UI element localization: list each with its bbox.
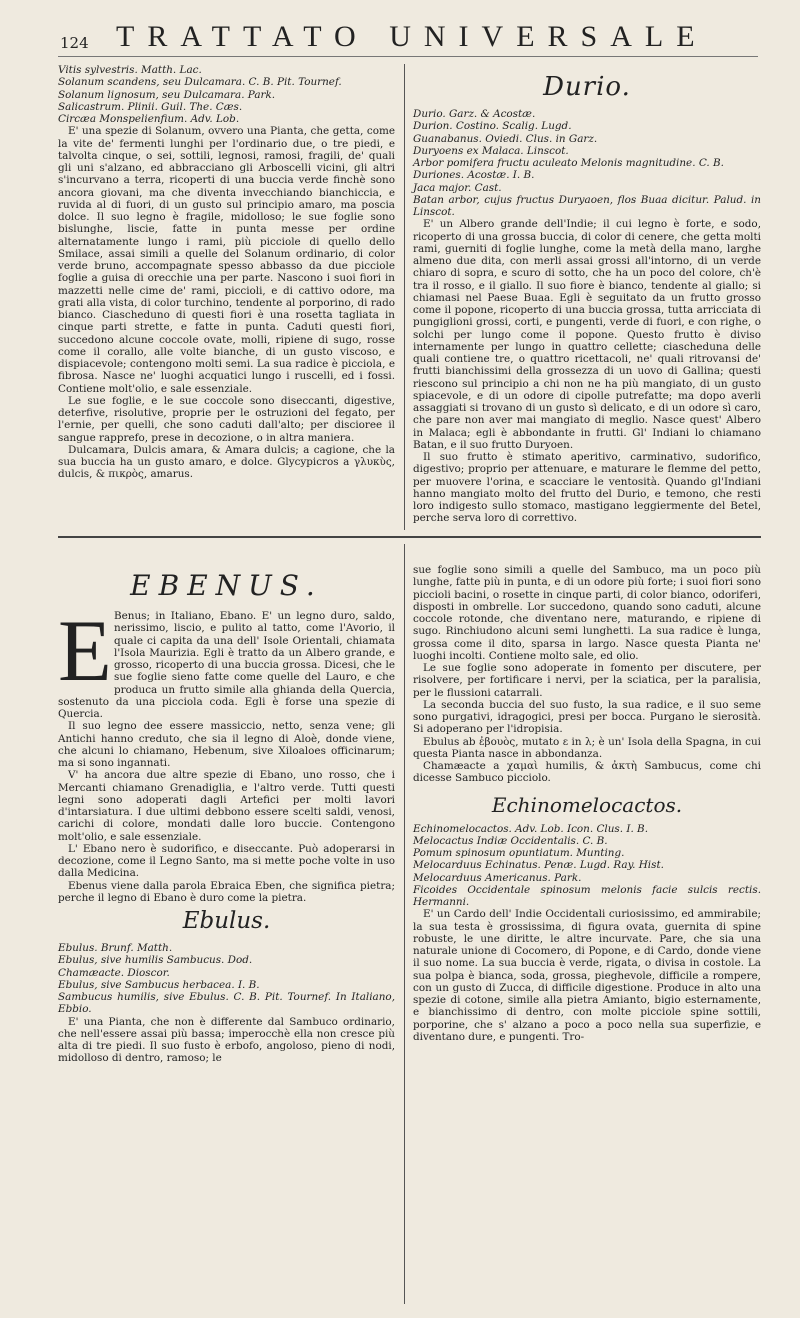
etymology-paragraph: Dulcamara, Dulcis amara, & Amara dulcis; a cagione, che la sua buccia ha un gusto amaro, e dolce. Glycypicros a γλυκὺς, dulcis, & πικρὸς, amarus. — [58, 443, 395, 481]
description-paragraph: sue foglie sono simili a quelle del Sambuco, ma un poco più lunghe, fatte più in punta, e di un odore più forte; i suoi fiori sono piccioli bacini, o rosette in cinque parti, di color bianco, odoriferi, disposti in ombrelle. Lor succedono, quando sono caduti, alcune coccole rotonde, che diventano nere, maturando, e ripiene di sugo. Rinchiudono alcuni semi lunghetti. La sua radice è lunga, grossa come il dito, sparsa in largo. Nasce questa Pianta ne' luoghi incolti. Contiene molto sale, ed olio. — [413, 564, 761, 662]
entry-title-echinomelocactos: Echinomelocactos. — [491, 792, 683, 817]
running-head — [60, 20, 760, 60]
synonym-line: Solanum lignosum, seu Dulcamara. Park. — [58, 88, 276, 101]
properties-paragraph: Il suo frutto è stimato aperitivo, carminativo, sudorifico, digestivo; proprio per attenuare, e maturare le flemme del petto, per muovere l'orina, e scacciare le ventosità. Quando gl'Indiani hanno mangiato molto del frutto del Durio, e temono, che resti loro indigesto sullo stomaco, mastigano leggiermente del Betel, perche serva loro di correttivo. — [413, 451, 761, 525]
description-paragraph: E' un Cardo dell' Indie Occidentali curiosissimo, ed ammirabile; la sua testa è grossissima, di figura ovata, guernita di spine robuste, le une diritte, le altre incurvate. Pare, che sia una naturale unione di Cocomero, di Popone, e di Cardo, donde viene il suo nome. La sua buccia è verde, rigata, o divisa in costole. La sua polpa è bianca, soda, grossa, pieghevole, difficile a rompere, con un gusto di Zucca, di difficile digestione. Produce in alto una spezie di cotone, simile alla pietra Amianto, bigio esternamente, e bianchissimo di dentro, con molte picciole spine sottili, porporine, che s' alzano a poco a poco nella sua superfizie, e diventano dure, e pungenti. Tro- — [413, 908, 761, 1043]
properties-paragraph: L' Ebano nero è sudorifico, e diseccante. Può adoperarsi in decozione, come il Legno Santo, ma si mette poche volte in uso dalla Medicina. — [58, 842, 395, 880]
description-paragraph: E' una Pianta, che non è differente dal Sambuco ordinario, che nell'essere assai più bassa; imperocchè ella non cresce più alta di tre piedi. Il suo fusto è erbofo, angoloso, pieno di nodi, midolloso di dentro, ramoso; le — [58, 1015, 395, 1065]
synonym-line: Salicastrum. Plinii. Guil. The. Cæs. — [58, 100, 243, 113]
etymology-paragraph: Ebulus ab ἐβουὸς, mutato ε in λ; è un' Isola della Spagna, in cui questa Pianta nasce in abbondanza. — [413, 735, 761, 760]
ebulus-echino-entry — [413, 564, 761, 1043]
synonym-line: Ebulus, sive humilis Sambucus. Dod. — [58, 954, 253, 967]
ebenus-entry — [58, 564, 395, 1065]
page-number: 124 — [60, 34, 89, 52]
synonym-line: Ficoides Occidentale spinosum melonis facie sulcis rectis. Hermanni. — [413, 883, 761, 908]
synonym-line: Guanabanus. Oviedi. Clus. in Garz. — [413, 132, 598, 145]
synonym-line: Solanum scandens, seu Dulcamara. C. B. Pit. Tournef. — [58, 76, 342, 89]
synonym-line: Arbor pomifera fructu aculeato Melonis magnitudine. C. B. — [413, 157, 724, 169]
synonym-line: Melocarduus Echinatus. Penæ. Lugd. Ray. Hist. — [413, 859, 664, 872]
synonym-line: Vitis sylvestris. Matth. Lac. — [58, 64, 202, 76]
entry-title-ebenus: EBENUS. — [130, 569, 323, 602]
properties-paragraph: La seconda buccia del suo fusto, la sua radice, e il suo seme sono purgativi, idragogici, presi per bocca. Purgano le sierosità. Si adoperano per l'idropisia. — [413, 698, 761, 736]
synonym-line: Chamæacte. Dioscor. — [58, 966, 170, 979]
properties-paragraph: Le sue foglie, e le sue coccole sono diseccanti, digestive, deterfive, risolutive, proprie per le ostruzioni del fegato, per l'ernie, per quelli, che sono caduti dall'alto; per discioree il sangue rapprefo, prese in decozione, o in altra maniera. — [58, 394, 395, 444]
synonym-line: Durion. Costino. Scalig. Lugd. — [413, 120, 572, 133]
synonym-line: Jaca major. Cast. — [413, 181, 502, 194]
drop-cap: E — [58, 603, 112, 700]
synonym-line: Circæa Monspelienfium. Adv. Lob. — [58, 113, 240, 125]
synonym-line: Pomum spinosum opuntiatum. Munting. — [413, 847, 625, 859]
synonym-line: Batan arbor, cujus fructus Duryaoen, flos Buaa dicitur. Palud. in Linscot. — [413, 193, 761, 218]
section-rule — [58, 536, 761, 538]
description-paragraph: Benus; in Italiano, Ebano. E' un legno duro, saldo, nerissimo, liscio, e pulito al tatto, come l'Avorio, il quale ci capita da una dell' Isole Orientali, chiamata l'Isola Maurizia. Egli è tratto da un Albero grande, e grosso, ricoperto di una buccia grossa. Dicesi, che le sue foglie sieno fatte come quelle del Lauro, e che produca un frutto simile alla ghianda della Quercia, sostenuto da una picciola coda. Egli è forse una spezie di Quercia. — [58, 610, 395, 720]
synonym-line: Melocactus Indiæ Occidentalis. C. B. — [413, 834, 608, 847]
description-paragraph: E' un Albero grande dell'Indie; il cui legno è forte, e sodo, ricoperto di una grossa buccia, di color di cenere, che getta molti rami, guerniti di foglie lunghe, come la metà della mano, larghe almeno due dita, con merli assai grossi all'intorno, di un verde chiaro di sopra, e scuro di sotto, che ha un poco del colore, ch'è tra il rosso, e il giallo. Il suo fiore è bianco, tendente al giallo; si chiamasi nel Paese Buaa. Egli è seguitato da un frutto grosso come il popone, ricoperto di una buccia grossa, tutta arricciata di pungiglioni grossi, corti, e pungenti, verde di fuori, e con righe, o solchi per lungo come il popone. Questo frutto è diviso internamente per lungo in quattro cellette; ciascheduna delle quali contiene tre, o quattro ricettacoli, ne' quali ritrovansi de' frutti bianchissimi della grossezza di un uovo di Gallina; questi riescono sul principio a chi non ne ha più mangiato, di un gusto spiacevole, e di un odore di cipolle putrefatte; ma dopo averli assaggiati si trovano di un gusto sì delicato, e di un odore sì caro, che pare non aver mai mangiato di meglio. Nasce quest' Albero in Malaca; egli è abbondante in frutti. Gl' Indiani lo chiamano Batan, e il suo frutto Duryoen. — [413, 218, 761, 451]
etymology-paragraph: Ebenus viene dalla parola Ebraica Eben, che significa pietra; perche il legno di Ebano è duro come la pietra. — [58, 879, 395, 904]
properties-paragraph: Le sue foglie sono adoperate in fomento per discutere, per risolvere, per fortificare i nervi, per la sciatica, per la paralisia, per le flussioni catarrali. — [413, 662, 761, 699]
header-rule — [58, 56, 758, 57]
synonym-line: Duryoens ex Malaca. Linscot. — [413, 144, 569, 157]
dulcamara-entry — [58, 64, 395, 481]
description-paragraph: Il suo legno dee essere massiccio, netto, senza vene; gli Antichi hanno creduto, che sia il legno di Aloè, donde viene, che alcuni lo chiamano, Hebenum, sive Xiloaloes officinarum; ma si sono ingannati. — [58, 720, 395, 769]
synonym-line: Melocarduus Americanus. Park. — [413, 871, 582, 884]
synonym-line: Ebulus. Brunf. Matth. — [58, 942, 173, 954]
entry-title-durio: Durio. — [543, 72, 631, 102]
column-divider-bottom — [404, 544, 405, 1304]
description-paragraph: E' una spezie di Solanum, ovvero una Pianta, che getta, come la vite de' fermenti lunghi per l'ordinario due, o tre piedi, e talvolta cinque, o sei, sottili, legnosi, ramosi, fragili, de' quali gli uni s'alzano, ed abbracciano gli Arboscelli vicini, gli altri s'incurvano a terra, ricoperti di una buccia verde finchè sono ancora giovani, ma che diventa invecchiando bianchiccia, e ruvida al di fuori, di un gusto sul principio amaro, ma poscia dolce. Il suo legno è fragile, midolloso; le sue foglie sono bislunghe, liscie, fatte in punta messe per ordine alternatamente lungo i rami, più picciole di quello dello Smilace, assai simili a quelle del Solanum ordinario, di color verde bruno, accompagnate spesso abbasso da due picciole foglie a guisa di orecchie una per parte. Nascono i suoi fiori in mazzetti nelle cime de' rami, piccioli, e di cattivo odore, ma grati alla vista, di color turchino, tendente al porporino, di rado bianco. Ciascheduno di questi fiori è una rosetta tagliata in cinque parti strette, e fatte in punta. Caduti questi fiori, succedono alcune coccole ovate, molli, ripiene di sugo, rosse come il corallo, alle volte bianche, di un gusto viscoso, e dispiacevole; contengono molti semi. La sua radice è picciola, e fibrosa. Nasce ne' luoghi acquatici lungo i ruscelli, ed i fossi. Contiene molt'olio, e sale essenziale. — [58, 125, 395, 395]
synonym-line: Echinomelocactos. Adv. Lob. Icon. Clus. I. B. — [413, 822, 648, 835]
synonym-line: Duriones. Acostæ. I. B. — [413, 169, 535, 182]
entry-title-ebulus: Ebulus. — [182, 908, 271, 934]
etymology-paragraph: Chamæacte a χαμαὶ humilis, & ἀκτὴ Sambucus, come chi dicesse Sambuco picciolo. — [413, 760, 761, 785]
durio-entry — [413, 64, 761, 525]
running-title: TRATTATO UNIVERSALE — [116, 20, 708, 53]
synonym-line: Sambucus humilis, sive Ebulus. C. B. Pit. Tournef. In Italiano, Ebbio. — [58, 991, 395, 1016]
column-divider-top — [404, 64, 405, 530]
synonym-line: Ebulus, sive Sambucus herbacea. I. B. — [58, 978, 260, 991]
description-paragraph: V' ha ancora due altre spezie di Ebano, uno rosso, che i Mercanti chiamano Grenadiglia, e l'altro verde. Tutti questi legni sono adoperati dagli Artefici per molti lavori d'intarsiatura. I due ultimi debbono essere scelti saldi, venosi, carichi di colore, mondati dalle loro buccie. Contengono molt'olio, e sale essenziale. — [58, 769, 395, 843]
synonym-line: Durio. Garz. & Acostæ. — [413, 108, 536, 120]
